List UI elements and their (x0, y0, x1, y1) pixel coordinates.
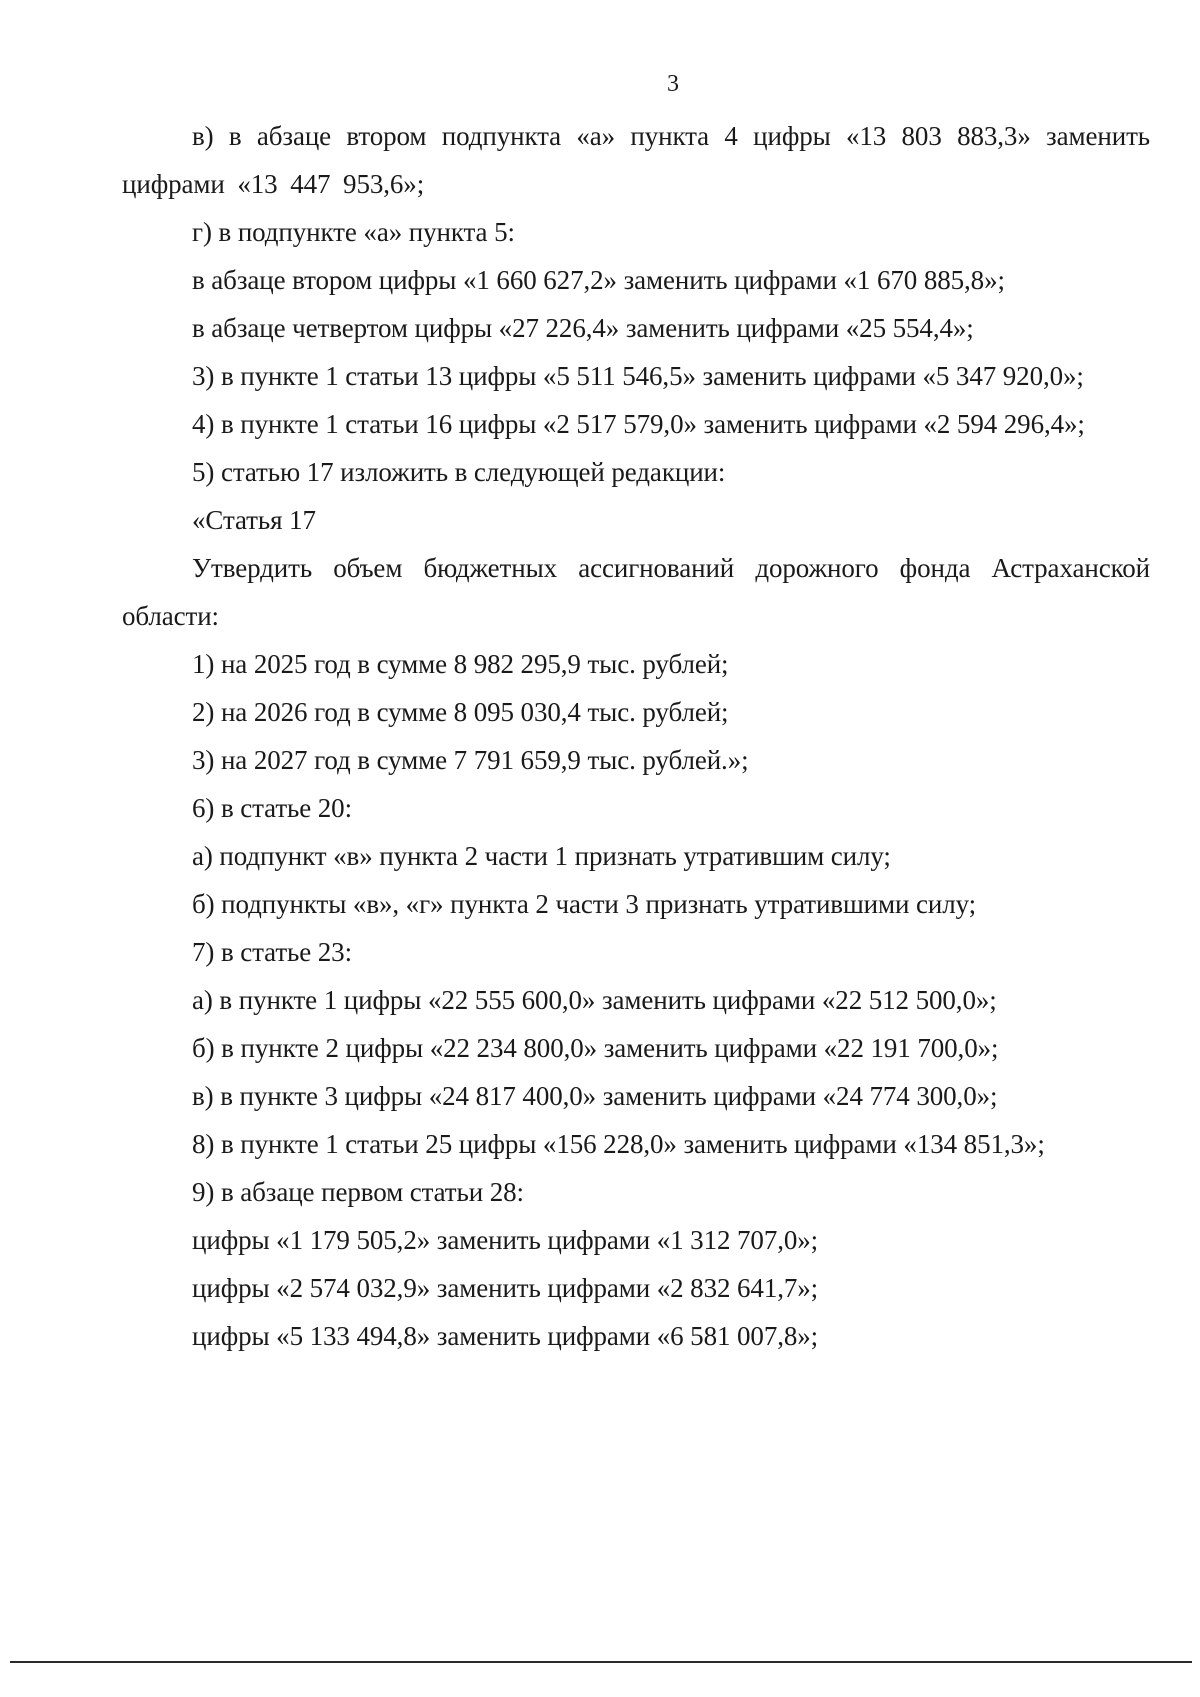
paragraph-item-9-line-2: цифры «2 574 032,9» заменить цифрами «2 832 641,7»; (192, 1273, 819, 1303)
paragraph-item-9: 9) в абзаце первом статьи 28: (192, 1177, 524, 1207)
paragraph-item-4: 4) в пункте 1 статьи 16 цифры «2 517 579,0» заменить цифрами «2 594 296,4»; (192, 409, 1085, 439)
paragraph-item-7v: в) в пункте 3 цифры «24 817 400,0» заменить цифрами «24 774 300,0»; (192, 1081, 998, 1111)
paragraph-abzac-second: в абзаце втором цифры «1 660 627,2» заменить цифрами «1 670 885,8»; (192, 265, 1005, 295)
paragraph-item-9-line-3: цифры «5 133 494,8» заменить цифрами «6 581 007,8»; (192, 1321, 819, 1351)
paragraph-item-5: 5) статью 17 изложить в следующей редакции: (192, 457, 726, 487)
article-17-heading: «Статья 17 (192, 505, 316, 535)
paragraph-amendment-g: г) в подпункте «а» пункта 5: (192, 217, 515, 247)
page-bottom-rule (10, 1661, 1192, 1663)
article-17-item-1: 1) на 2025 год в сумме 8 982 295,9 тыс. рублей; (192, 649, 729, 679)
article-17-item-3: 3) на 2027 год в сумме 7 791 659,9 тыс. рублей.»; (192, 745, 749, 775)
paragraph-item-7a: а) в пункте 1 цифры «22 555 600,0» заменить цифрами «22 512 500,0»; (192, 985, 997, 1015)
paragraph-abzac-fourth: в абзаце четвертом цифры «27 226,4» заменить цифрами «25 554,4»; (192, 313, 974, 343)
paragraph-amendment-v: в) в абзаце втором подпункта «а» пункта 4 цифры «13 803 883,3» заменить цифрами «13 447 953,6»; (122, 121, 1150, 199)
paragraph-item-6a: а) подпункт «в» пункта 2 части 1 признать утратившим силу; (192, 841, 891, 871)
paragraph-item-7b: б) в пункте 2 цифры «22 234 800,0» заменить цифрами «22 191 700,0»; (192, 1033, 999, 1063)
paragraph-item-8: 8) в пункте 1 статьи 25 цифры «156 228,0» заменить цифрами «134 851,3»; (192, 1129, 1045, 1159)
article-17-item-2: 2) на 2026 год в сумме 8 095 030,4 тыс. рублей; (192, 697, 729, 727)
article-17-text: Утвердить объем бюджетных ассигнований дорожного фонда Астраханской области: (122, 553, 1150, 631)
document-body (122, 112, 1150, 1360)
paragraph-item-7: 7) в статье 23: (192, 937, 352, 967)
paragraph-item-9-line-1: цифры «1 179 505,2» заменить цифрами «1 312 707,0»; (192, 1225, 819, 1255)
page-number: 3 (667, 71, 679, 97)
paragraph-item-6b: б) подпункты «в», «г» пункта 2 части 3 признать утратившими силу; (192, 889, 977, 919)
paragraph-item-6: 6) в статье 20: (192, 793, 352, 823)
paragraph-item-3: 3) в пункте 1 статьи 13 цифры «5 511 546,5» заменить цифрами «5 347 920,0»; (192, 361, 1084, 391)
